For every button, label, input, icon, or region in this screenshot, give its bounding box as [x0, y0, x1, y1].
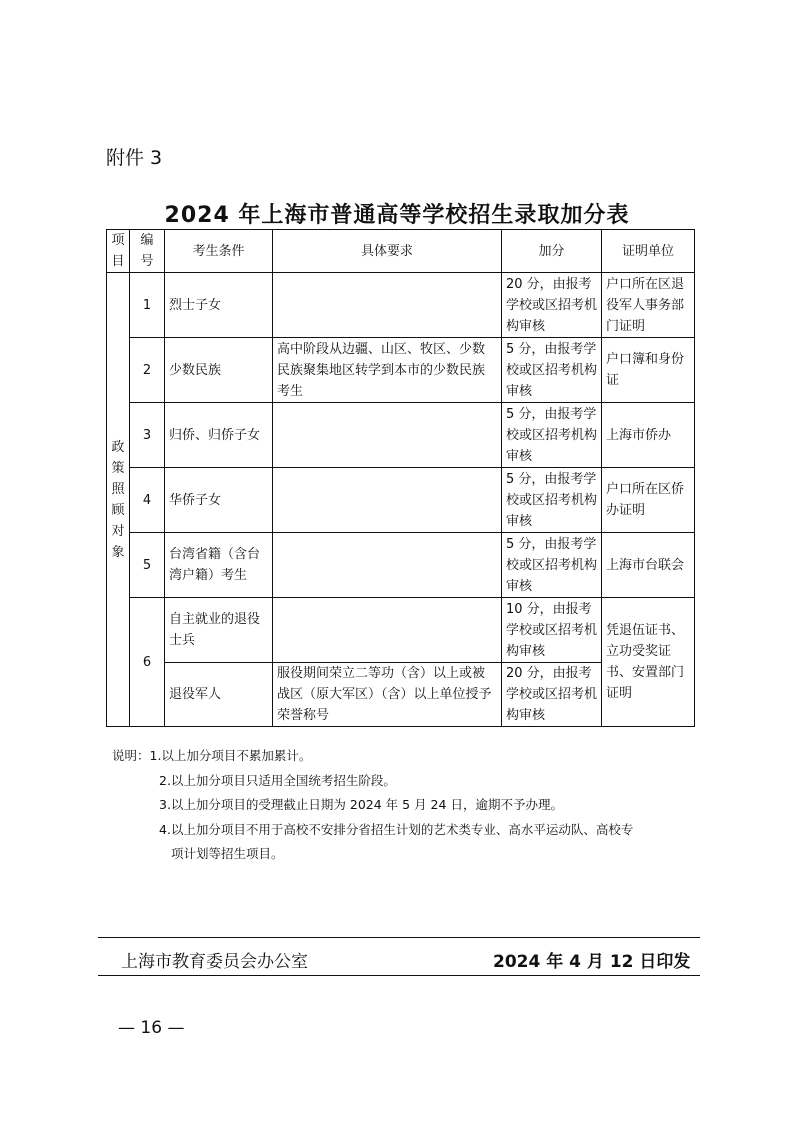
requirement-cell [273, 533, 502, 598]
table-row [107, 403, 695, 468]
header-bonus: 加分 [502, 230, 602, 273]
requirement-cell: 高中阶段从边疆、山区、牧区、少数民族聚集地区转学到本市的少数民族考生 [273, 338, 502, 403]
requirement-cell [273, 403, 502, 468]
requirement-cell [273, 468, 502, 533]
notes-section [112, 744, 633, 867]
certifier-cell: 户口所在区侨办证明 [602, 468, 695, 533]
certifier-cell: 户口簿和身份证 [602, 338, 695, 403]
category-cell: 政策照顾对象 [107, 273, 130, 727]
issuing-office: 上海市教育委员会办公室 [121, 952, 308, 972]
note-1: 说明：1.以上加分项目不累加累计。 [112, 748, 312, 763]
table-row [107, 273, 695, 338]
table-row [107, 468, 695, 533]
issue-date: 2024 年 4 月 12 日印发 [493, 952, 691, 972]
note-2: 2.以上加分项目只适用全国统考招生阶段。 [159, 772, 396, 788]
certifier-cell: 上海市侨办 [602, 403, 695, 468]
bonus-cell: 5 分，由报考学校或区招考机构审核 [502, 533, 602, 598]
note-4-continued: 项计划等招生项目。 [171, 846, 284, 862]
header-requirement: 具体要求 [273, 230, 502, 273]
row-number: 2 [130, 338, 165, 403]
bonus-cell: 5 分，由报考学校或区招考机构审核 [502, 338, 602, 403]
note-4: 4.以上加分项目不用于高校不安排分省招生计划的艺术类专业、高水平运动队、高校专 [159, 821, 634, 837]
certifier-cell: 凭退伍证书、立功受奖证书、安置部门证明 [602, 598, 695, 727]
header-condition: 考生条件 [165, 230, 273, 273]
certifier-cell: 户口所在区退役军人事务部门证明 [602, 273, 695, 338]
page-number: — 16 — [118, 1018, 185, 1038]
header-no: 编号 [130, 230, 165, 273]
note-3: 3.以上加分项目的受理截止日期为 2024 年 5 月 24 日，逾期不予办理。 [159, 797, 563, 813]
bonus-cell: 5 分，由报考学校或区招考机构审核 [502, 403, 602, 468]
row-number: 4 [130, 468, 165, 533]
bonus-cell: 20 分，由报考学校或区招考机构审核 [502, 663, 602, 727]
table-header-row [107, 230, 695, 273]
attachment-label: 附件 3 [106, 147, 163, 169]
requirement-cell: 服役期间荣立二等功（含）以上或被战区（原大军区）（含）以上单位授予荣誉称号 [273, 663, 502, 727]
table-row [107, 533, 695, 598]
row-number: 6 [130, 598, 165, 727]
row-number: 3 [130, 403, 165, 468]
bonus-cell: 10 分，由报考学校或区招考机构审核 [502, 598, 602, 663]
bonus-cell: 5 分，由报考学校或区招考机构审核 [502, 468, 602, 533]
certifier-cell: 上海市台联会 [602, 533, 695, 598]
condition-cell: 少数民族 [165, 338, 273, 403]
footer-bottom-rule [98, 975, 700, 976]
condition-cell: 归侨、归侨子女 [165, 403, 273, 468]
table-row [107, 338, 695, 403]
condition-cell: 烈士子女 [165, 273, 273, 338]
header-item: 项目 [107, 230, 130, 273]
row-number: 1 [130, 273, 165, 338]
condition-cell: 华侨子女 [165, 468, 273, 533]
header-certifier: 证明单位 [602, 230, 695, 273]
requirement-cell [273, 273, 502, 338]
condition-cell: 退役军人 [165, 663, 273, 727]
bonus-cell: 20 分，由报考学校或区招考机构审核 [502, 273, 602, 338]
table-row [107, 598, 695, 663]
requirement-cell [273, 598, 502, 663]
condition-cell: 台湾省籍（含台湾户籍）考生 [165, 533, 273, 598]
row-number: 5 [130, 533, 165, 598]
document-title: 2024 年上海市普通高等学校招生录取加分表 [164, 203, 630, 228]
footer-top-rule [98, 937, 700, 938]
condition-cell: 自主就业的退役士兵 [165, 598, 273, 663]
bonus-table [106, 229, 695, 727]
